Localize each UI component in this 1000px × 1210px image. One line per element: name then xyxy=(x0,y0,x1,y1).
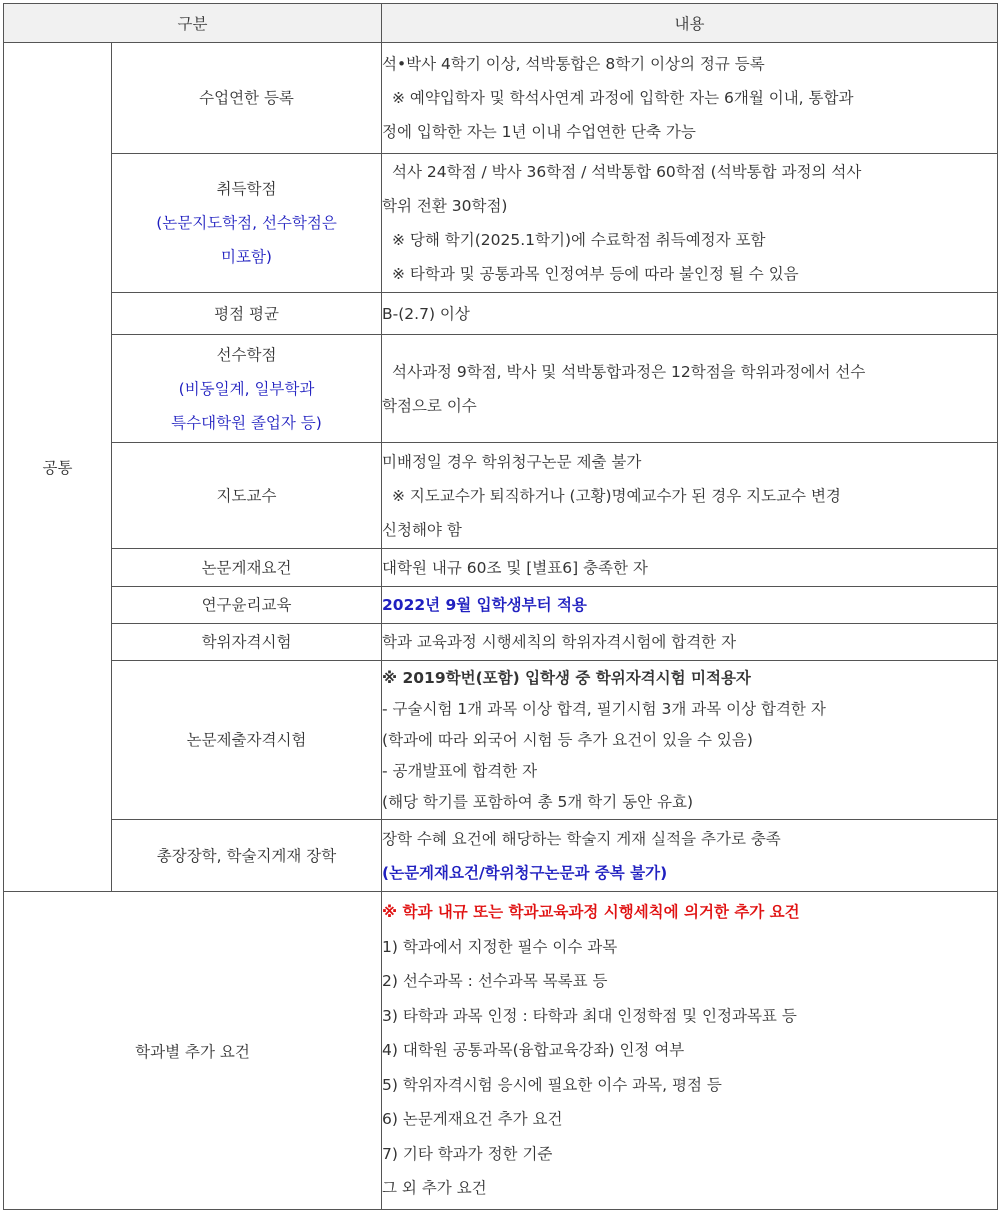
content-line: 2022년 9월 입학생부터 적용 xyxy=(382,596,587,614)
row-label-note: 미포함) xyxy=(221,248,272,266)
content-line: 5) 학위자격시험 응시에 필요한 이수 과목, 평점 등 xyxy=(382,1075,722,1094)
content-line: ※ 예약입학자 및 학석사연계 과정에 입학한 자는 6개월 이내, 통합과 xyxy=(392,89,854,107)
row-content xyxy=(382,43,998,154)
row-label xyxy=(112,624,382,661)
table-row xyxy=(4,820,998,892)
content-line: (학과에 따라 외국어 시험 등 추가 요건이 있을 수 있음) xyxy=(382,730,753,749)
header-category: 구분 xyxy=(4,4,382,43)
row-label-note: 특수대학원 졸업자 등) xyxy=(171,413,322,432)
row-content xyxy=(382,892,998,1210)
row-content xyxy=(382,443,998,549)
content-line: 학점으로 이수 xyxy=(382,396,477,415)
content-line: 학위 전환 30학점) xyxy=(382,197,508,215)
header-content: 내용 xyxy=(382,4,998,43)
row-label-text: 총장장학, 학술지게재 장학 xyxy=(156,846,337,865)
row-label-text: 수업연한 등록 xyxy=(199,89,294,107)
table-row xyxy=(4,335,998,443)
header-row xyxy=(4,4,998,43)
row-label-text: 연구윤리교육 xyxy=(201,596,292,614)
row-content xyxy=(382,335,998,443)
row-label-text: 평점 평균 xyxy=(214,304,279,323)
row-label xyxy=(112,293,382,335)
row-content xyxy=(382,587,998,624)
content-line: (해당 학기를 포함하여 총 5개 학기 동안 유효) xyxy=(382,792,694,811)
row-content xyxy=(382,820,998,892)
row-label-note: (비동일계, 일부학과 xyxy=(178,379,315,398)
row-label xyxy=(112,661,382,820)
row-content xyxy=(382,549,998,587)
content-line: 석사 24학점 / 박사 36학점 / 석박통합 60학점 (석박통합 과정의 석사 xyxy=(392,163,862,181)
table-row xyxy=(4,443,998,549)
content-line: 석•박사 4학기 이상, 석박통합은 8학기 이상의 정규 등록 xyxy=(382,55,765,73)
row-label xyxy=(112,335,382,443)
table-row xyxy=(4,661,998,820)
content-line: ※ 타학과 및 공통과목 인정여부 등에 따라 불인정 될 수 있음 xyxy=(392,265,799,283)
requirements-table xyxy=(3,3,998,1210)
row-label-text: 취득학점 xyxy=(216,180,277,198)
content-line: 미배정일 경우 학위청구논문 제출 불가 xyxy=(382,452,642,471)
content-line: 2) 선수과목 : 선수과목 목록표 등 xyxy=(382,972,608,991)
content-line: - 구술시험 1개 과목 이상 합격, 필기시험 3개 과목 이상 합격한 자 xyxy=(382,699,826,718)
row-content xyxy=(382,624,998,661)
row-label xyxy=(112,154,382,293)
table-row xyxy=(4,624,998,661)
row-label-note: (논문지도학점, 선수학점은 xyxy=(156,214,337,232)
content-line: 4) 대학원 공통과목(융합교육강좌) 인정 여부 xyxy=(382,1041,685,1060)
content-line: 석사과정 9학점, 박사 및 석박통합과정은 12학점을 학위과정에서 선수 xyxy=(392,362,866,381)
row-label-text: 논문게재요건 xyxy=(201,558,292,577)
content-line: 신청해야 함 xyxy=(382,520,462,539)
row-label xyxy=(112,43,382,154)
row-label xyxy=(112,587,382,624)
content-line: - 공개발표에 합격한 자 xyxy=(382,761,538,780)
row-content xyxy=(382,293,998,335)
table-row xyxy=(4,154,998,293)
row-label xyxy=(112,820,382,892)
content-line: 그 외 추가 요건 xyxy=(382,1179,487,1198)
content-line: ※ 지도교수가 퇴직하거나 (고황)명예교수가 된 경우 지도교수 변경 xyxy=(392,486,841,505)
table-row xyxy=(4,43,998,154)
table-row xyxy=(4,892,998,1210)
row-content xyxy=(382,154,998,293)
content-line: 3) 타학과 과목 인정 : 타학과 최대 인정학점 및 인정과목표 등 xyxy=(382,1006,797,1025)
row-label xyxy=(112,549,382,587)
content-line: 1) 학과에서 지정한 필수 이수 과목 xyxy=(382,937,618,956)
content-line: 정에 입학한 자는 1년 이내 수업연한 단축 가능 xyxy=(382,123,696,141)
row-content xyxy=(382,661,998,820)
content-line: ※ 2019학번(포함) 입학생 중 학위자격시험 미적용자 xyxy=(382,668,751,687)
content-line: (논문게재요건/학위청구논문과 중복 불가) xyxy=(382,863,668,882)
row-label-text: 선수학점 xyxy=(216,345,277,364)
dept-category-cell: 학과별 추가 요건 xyxy=(4,892,382,1210)
content-line: B-(2.7) 이상 xyxy=(382,304,470,323)
content-line: 대학원 내규 60조 및 [별표6] 충족한 자 xyxy=(382,558,648,577)
content-line: 6) 논문게재요건 추가 요건 xyxy=(382,1110,563,1129)
common-category-cell: 공통 xyxy=(4,43,112,892)
row-label-text: 학위자격시험 xyxy=(201,633,292,651)
table-row xyxy=(4,549,998,587)
row-label-text: 논문제출자격시험 xyxy=(186,731,307,749)
content-line: ※ 학과 내규 또는 학과교육과정 시행세칙에 의거한 추가 요건 xyxy=(382,903,800,922)
row-label-text: 지도교수 xyxy=(216,486,277,505)
content-line: 7) 기타 학과가 정한 기준 xyxy=(382,1144,553,1163)
table-row xyxy=(4,293,998,335)
row-label xyxy=(112,443,382,549)
content-line: 장학 수혜 요건에 해당하는 학술지 게재 실적을 추가로 충족 xyxy=(382,829,781,848)
table-row xyxy=(4,587,998,624)
content-line: 학과 교육과정 시행세칙의 학위자격시험에 합격한 자 xyxy=(382,633,737,651)
content-line: ※ 당해 학기(2025.1학기)에 수료학점 취득예정자 포함 xyxy=(392,231,766,249)
